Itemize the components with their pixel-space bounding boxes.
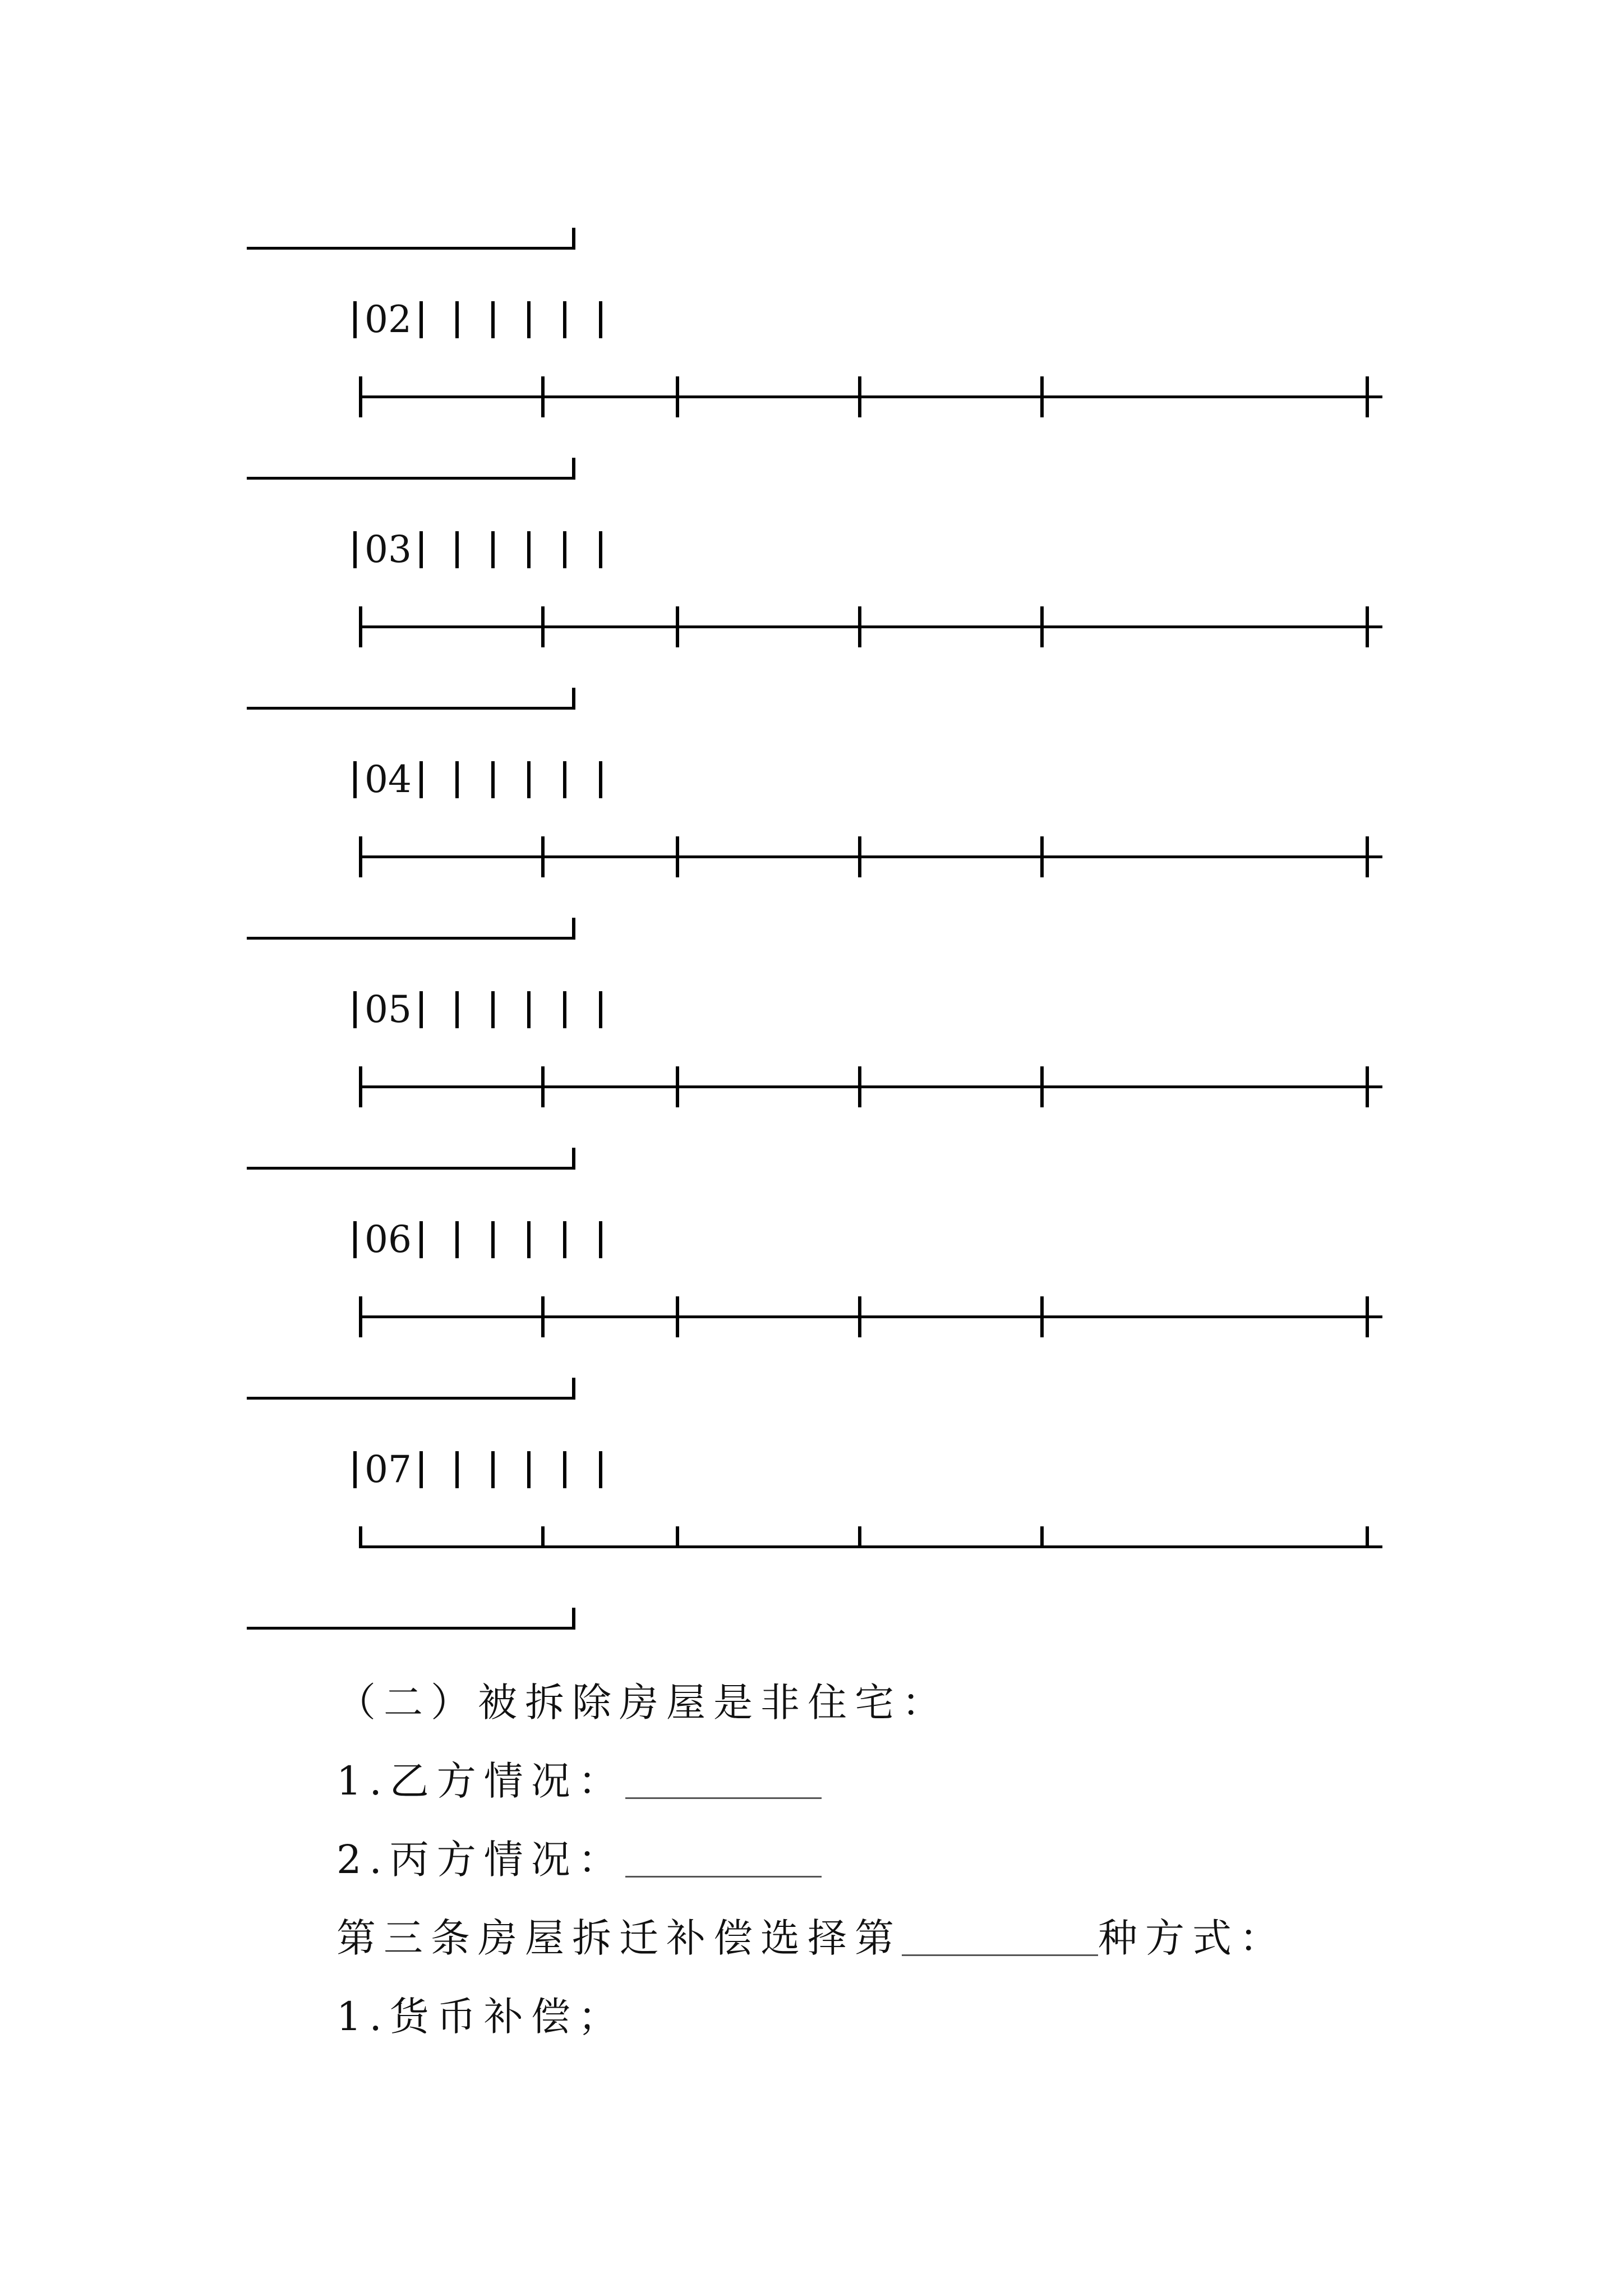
row-cell-border bbox=[599, 1451, 602, 1488]
row-separator-tick bbox=[541, 1526, 545, 1548]
row-cell-border bbox=[599, 301, 602, 338]
row-separator-tick bbox=[1366, 1526, 1369, 1548]
row-cell-border bbox=[455, 991, 459, 1028]
row-separator-tick bbox=[359, 1066, 362, 1107]
article-three-prefix: 第三条房屋拆迁补偿选择第 bbox=[336, 1915, 902, 1961]
row-cell-border bbox=[527, 991, 531, 1028]
row-separator-tick bbox=[1366, 836, 1369, 877]
row-cell-border bbox=[491, 761, 495, 798]
row-separator-tick bbox=[858, 836, 861, 877]
table-closing-line bbox=[247, 1627, 575, 1630]
row-separator-tick bbox=[1040, 1066, 1044, 1107]
row-number: 07 bbox=[365, 1448, 412, 1491]
row-cell-border bbox=[527, 1221, 531, 1258]
party-b-blank[interactable] bbox=[625, 1767, 822, 1799]
row-separator-tick bbox=[1040, 1296, 1044, 1337]
row-cell-border bbox=[563, 991, 566, 1028]
row-cell-border bbox=[419, 301, 423, 338]
row-number: 05 bbox=[365, 988, 412, 1031]
row-separator-tick bbox=[1040, 836, 1044, 877]
row-separator-tick bbox=[676, 606, 679, 647]
party-c-label: 2.丙方情况： bbox=[336, 1837, 625, 1883]
row-number: 04 bbox=[365, 758, 412, 801]
table-closing-line-top bbox=[247, 247, 575, 250]
row-border-left bbox=[353, 991, 357, 1028]
row-separator-line bbox=[359, 395, 1382, 398]
table-closing-line-end bbox=[572, 1608, 575, 1630]
row-cell-border bbox=[455, 531, 459, 568]
row-separator-tick bbox=[676, 1296, 679, 1337]
table-closing-line-end bbox=[572, 1148, 575, 1170]
row-border-left bbox=[353, 531, 357, 568]
paragraph-party-c bbox=[336, 1834, 822, 1885]
table-closing-line-end bbox=[572, 918, 575, 940]
row-separator-tick bbox=[541, 606, 545, 647]
paragraph-article-three bbox=[336, 1913, 1287, 1963]
row-number: 02 bbox=[365, 298, 412, 341]
row-separator-line bbox=[359, 1315, 1382, 1318]
table-row bbox=[353, 1447, 602, 1492]
row-cell-border bbox=[491, 991, 495, 1028]
row-separator-tick bbox=[359, 836, 362, 877]
row-cell-border bbox=[455, 1451, 459, 1488]
row-cell-border bbox=[491, 1221, 495, 1258]
row-separator-tick bbox=[1366, 376, 1369, 417]
row-cell-border bbox=[419, 761, 423, 798]
row-separator-tick bbox=[676, 836, 679, 877]
row-separator-tick bbox=[541, 836, 545, 877]
article-three-suffix: 种方式： bbox=[1098, 1915, 1287, 1961]
row-separator-tick bbox=[858, 1066, 861, 1107]
row-separator-line bbox=[359, 855, 1382, 858]
row-separator-tick bbox=[1366, 1296, 1369, 1337]
table-closing-line bbox=[247, 707, 575, 710]
row-cell-border bbox=[563, 531, 566, 568]
row-separator-tick bbox=[676, 1526, 679, 1548]
row-separator-tick bbox=[1040, 606, 1044, 647]
row-cell-border bbox=[419, 1221, 423, 1258]
row-separator-line bbox=[359, 1545, 1382, 1548]
party-c-blank[interactable] bbox=[625, 1846, 822, 1878]
row-cell-border bbox=[491, 1451, 495, 1488]
row-separator-tick bbox=[359, 1526, 362, 1548]
row-cell-border bbox=[491, 531, 495, 568]
row-border-left bbox=[353, 1451, 357, 1488]
row-separator-tick bbox=[676, 376, 679, 417]
row-separator-tick bbox=[541, 376, 545, 417]
row-separator-tick bbox=[1040, 376, 1044, 417]
table-closing-line-end bbox=[572, 688, 575, 710]
row-separator-tick bbox=[541, 1066, 545, 1107]
row-cell-border bbox=[455, 761, 459, 798]
row-separator-tick bbox=[1366, 1066, 1369, 1107]
table-row bbox=[353, 757, 602, 802]
paragraph-option-1 bbox=[336, 1991, 625, 2042]
table-row bbox=[353, 1217, 602, 1262]
row-separator-line bbox=[359, 625, 1382, 628]
row-cell-border bbox=[527, 1451, 531, 1488]
table-closing-line bbox=[247, 937, 575, 940]
party-b-label: 1.乙方情况： bbox=[336, 1758, 625, 1804]
paragraph-section-heading bbox=[336, 1677, 949, 1728]
row-separator-tick bbox=[858, 1296, 861, 1337]
row-separator-tick bbox=[858, 376, 861, 417]
row-separator-tick bbox=[541, 1296, 545, 1337]
table-closing-line bbox=[247, 1167, 575, 1170]
row-border-left bbox=[353, 1221, 357, 1258]
table-closing-line bbox=[247, 477, 575, 480]
row-border-left bbox=[353, 301, 357, 338]
row-cell-border bbox=[419, 991, 423, 1028]
row-cell-border bbox=[599, 1221, 602, 1258]
row-separator-tick bbox=[858, 1526, 861, 1548]
table-row bbox=[353, 297, 602, 342]
row-cell-border bbox=[563, 1221, 566, 1258]
table-closing-line-end bbox=[572, 458, 575, 480]
row-number: 03 bbox=[365, 528, 412, 571]
row-cell-border bbox=[563, 1451, 566, 1488]
row-separator-tick bbox=[676, 1066, 679, 1107]
row-cell-border bbox=[419, 531, 423, 568]
row-separator-tick bbox=[359, 606, 362, 647]
row-cell-border bbox=[563, 761, 566, 798]
table-row bbox=[353, 527, 602, 572]
paragraph-party-b bbox=[336, 1756, 822, 1806]
row-cell-border bbox=[527, 531, 531, 568]
row-cell-border bbox=[527, 301, 531, 338]
table-closing-line bbox=[247, 1397, 575, 1400]
row-separator-tick bbox=[1366, 606, 1369, 647]
row-number: 06 bbox=[365, 1218, 412, 1261]
row-cell-border bbox=[491, 301, 495, 338]
row-cell-border bbox=[455, 301, 459, 338]
row-separator-line bbox=[359, 1085, 1382, 1088]
row-cell-border bbox=[599, 531, 602, 568]
row-cell-border bbox=[599, 761, 602, 798]
option-1-text: 1.货币补偿； bbox=[336, 1994, 625, 2040]
section-heading-text: （二）被拆除房屋是非住宅： bbox=[336, 1680, 949, 1726]
row-border-left bbox=[353, 761, 357, 798]
row-separator-tick bbox=[858, 606, 861, 647]
row-separator-tick bbox=[1040, 1526, 1044, 1548]
row-cell-border bbox=[455, 1221, 459, 1258]
row-cell-border bbox=[419, 1451, 423, 1488]
row-cell-border bbox=[563, 301, 566, 338]
table-closing-line-top-end bbox=[572, 228, 575, 250]
table-closing-line-end bbox=[572, 1378, 575, 1400]
row-cell-border bbox=[599, 991, 602, 1028]
row-separator-tick bbox=[359, 376, 362, 417]
method-choice-blank[interactable] bbox=[902, 1924, 1098, 1956]
table-row bbox=[353, 987, 602, 1032]
row-separator-tick bbox=[359, 1296, 362, 1337]
row-cell-border bbox=[527, 761, 531, 798]
